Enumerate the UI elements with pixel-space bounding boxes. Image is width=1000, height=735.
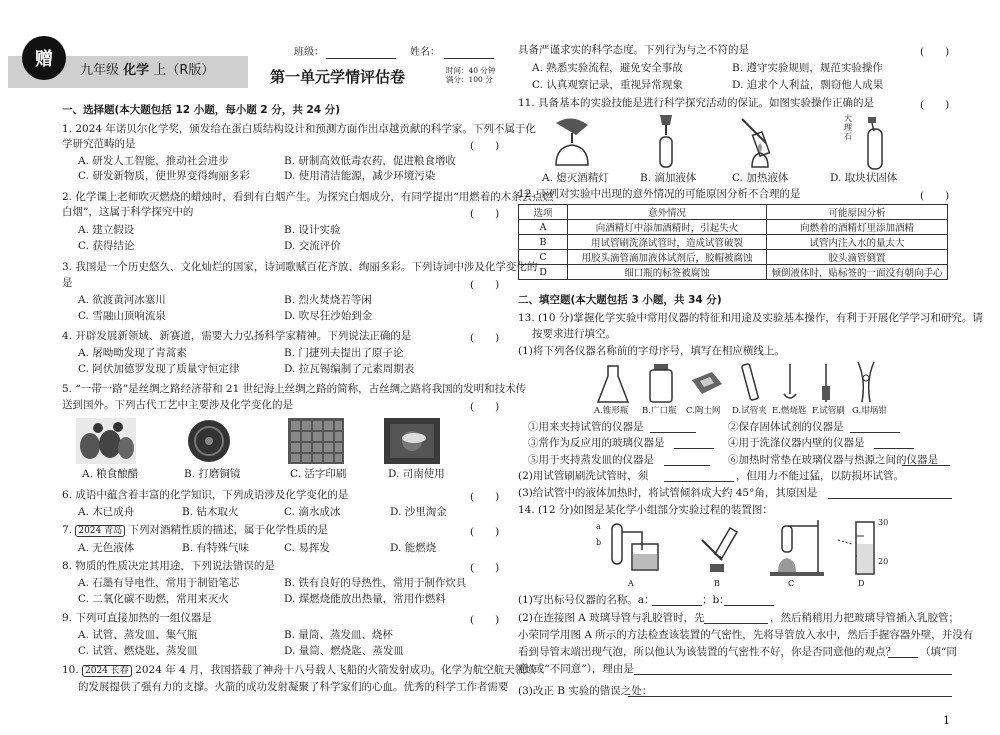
q7-option-c[interactable]: C. 易挥发 — [284, 542, 330, 554]
figure-vinegar-brewing — [76, 418, 136, 464]
q7-option-a[interactable]: A. 无色液体 — [78, 542, 135, 554]
answer-paren[interactable]: ( ) — [470, 562, 500, 574]
table-cell: 向酒精灯中添加酒精时，引起失火 — [568, 220, 767, 235]
q3-option-c[interactable]: C. 雪融山顶响流泉 — [78, 310, 166, 322]
figure-label: B — [714, 579, 720, 588]
exam-score: 满分：100 分 — [446, 75, 493, 84]
instrument-conical-flask — [596, 364, 630, 404]
answer-paren[interactable]: ( ) — [470, 491, 500, 503]
table-cell: C — [519, 250, 568, 265]
q1-stem-2: 学研究范畴的是 — [62, 138, 136, 150]
q8-option-b[interactable]: B. 铁有良好的导热性，常用于制作炊具 — [284, 577, 467, 589]
figure-a-airtightness — [602, 520, 664, 576]
q2-stem: 2. 化学课上老师吹灭燃烧的蜡烛时，看到有白烟产生。为探究白烟成分，有同学提出“用燃着的木条去点燃 — [62, 191, 554, 203]
page-number: 1 — [943, 714, 950, 727]
label-a: a — [596, 522, 601, 531]
table-header-cell: 意外情况 — [568, 205, 767, 220]
q2-option-c[interactable]: C. 获得结论 — [78, 240, 135, 252]
answer-paren[interactable]: ( ) — [920, 99, 950, 111]
q10-option-b[interactable]: B. 遵守实验规则，规范实验操作 — [732, 62, 883, 74]
label-marble: 大理石 — [844, 114, 852, 141]
figure-heat-liquid — [732, 113, 782, 169]
q14-part2-f: 意”或“不同意”），理由是 — [518, 663, 634, 675]
q14-part1: (1)写出标号仪器的名称。a： — [518, 594, 655, 606]
q3-option-a[interactable]: A. 欲渡黄河冰塞川 — [78, 294, 166, 306]
q1-option-a[interactable]: A. 研发人工智能，推动社会进步 — [78, 155, 229, 167]
q1-option-d[interactable]: D. 使用清洁能源，减少环境污染 — [284, 170, 436, 182]
figure-solid-block — [858, 113, 894, 171]
answer-blank[interactable] — [628, 696, 952, 697]
answer-paren[interactable]: ( ) — [470, 279, 500, 291]
q9-option-c[interactable]: C. 试管、燃烧匙、蒸发皿 — [78, 645, 198, 657]
figure-label: A — [628, 579, 634, 588]
answer-blank[interactable] — [674, 448, 714, 449]
q13-item5: ⑤用于夹持蒸发皿的仪器是 — [528, 454, 654, 466]
table-row[interactable] — [519, 220, 948, 235]
q13-part1: (1)将下列各仪器名称前的字母序号，填写在相应横线上。 — [518, 345, 785, 357]
answer-blank[interactable] — [664, 481, 734, 482]
instrument-crucible-tongs — [852, 360, 880, 404]
table-header-row — [519, 205, 948, 220]
q4-option-d[interactable]: D. 拉瓦锡编制了元素周期表 — [284, 363, 415, 375]
q5-option-c[interactable]: C. 活字印刷 — [290, 468, 347, 480]
q5-stem: 5. “一带一路”是丝绸之路经济带和 21 世纪海上丝绸之路的简称，古丝绸之路将我国的发明和技术传 — [62, 383, 527, 395]
q3-option-b[interactable]: B. 烈火焚烧若等闲 — [284, 294, 372, 306]
q14-part2-b: ，然后稍稍用力把玻璃导管插入乳胶管； — [770, 612, 959, 624]
q11-option-b[interactable]: B. 滴加液体 — [640, 172, 697, 184]
table-cell: A — [519, 220, 568, 235]
q13-part2: (2)用试管刷刷洗试管时，须 — [518, 470, 649, 482]
header-series: 九年级 化学 上（R版） — [80, 63, 215, 78]
q10-stem-2: 的发展提供了强有力的支撑。火箭的成功发射凝聚了科学家们的心血。优秀的科学工作者需要 — [78, 681, 509, 693]
instrument-label: E.燃烧匙 — [772, 406, 807, 416]
figure-extinguish-lamp — [542, 115, 600, 167]
q9-option-d[interactable]: D. 量筒、燃烧匙、蒸发皿 — [284, 645, 404, 657]
q9-option-a[interactable]: A. 试管、蒸发皿、集气瓶 — [78, 629, 198, 641]
q13-item1: ①用来夹持试管的仪器是 — [528, 421, 644, 433]
table-header-cell: 可能原因分析 — [767, 205, 948, 220]
header — [8, 42, 498, 92]
table-cell: 用胶头滴管滴加液体试剂后，胶帽被腐蚀 — [568, 250, 767, 265]
q8-option-d[interactable]: D. 煤燃烧能放出热量，常用作燃料 — [284, 593, 446, 605]
table-cell: 试管内注入水的量太大 — [767, 235, 948, 250]
q13-item3: ③常作为反应用的玻璃仪器是 — [528, 437, 665, 449]
exam-time: 时间：40 分钟 — [446, 66, 496, 75]
figure-label: C — [788, 579, 795, 588]
answer-paren[interactable]: ( ) — [470, 614, 500, 626]
figure-c-heating-setup — [768, 516, 828, 578]
answer-blank[interactable] — [664, 465, 710, 466]
q6-option-b[interactable]: B. 钻木取火 — [182, 506, 239, 518]
figure-bronze-mirror — [186, 418, 232, 464]
answer-blank[interactable] — [704, 623, 768, 624]
table-cell: 细口瓶的标签被腐蚀 — [568, 265, 767, 280]
answer-blank[interactable] — [874, 448, 914, 449]
q5-option-a[interactable]: A. 粮食酿醋 — [82, 468, 139, 480]
answer-blank[interactable] — [634, 674, 952, 675]
q4-option-c[interactable]: C. 阿伏加德罗发现了质量守恒定律 — [78, 363, 240, 375]
q14-part2-c: 小荣同学用图 A 所示的方法检查该装置的气密性，先将导管放入水中，然后手握容器外壁，并没有 — [518, 629, 974, 641]
answer-blank[interactable] — [888, 657, 918, 658]
answer-paren[interactable]: ( ) — [470, 140, 500, 152]
q14-part2-d: 看到导管末端出现气泡，所以他认为该装置的气密性不好，你是否同意他的观点？ — [518, 646, 896, 658]
q10-option-c[interactable]: C. 认真观察记录，重视异常现象 — [532, 79, 683, 91]
answer-blank[interactable] — [828, 498, 952, 499]
table-cell: 用试管刷洗涤试管时，造成试管破裂 — [568, 235, 767, 250]
answer-blank[interactable] — [850, 432, 900, 433]
instrument-combustion-spoon — [780, 362, 800, 404]
q14-part3: (3)改正 B 实验的错误之处： — [518, 685, 653, 697]
figure-label: D — [858, 579, 865, 588]
section2-heading: 二、填空题(本大题包括 3 小题，共 34 分) — [518, 294, 722, 306]
q10-source-tag: 2024 长春 — [82, 665, 132, 677]
q14-part1-b: ；b： — [702, 594, 730, 606]
class-label: 班级： — [294, 47, 324, 58]
q11-option-a[interactable]: A. 熄灭酒精灯 — [542, 172, 609, 184]
q13-item2: ②保存固体试剂的仪器是 — [728, 421, 844, 433]
q6-stem: 6. 成语中蕴含着丰富的化学知识，下列成语涉及化学变化的是 — [62, 489, 349, 501]
q4-option-a[interactable]: A. 屠呦呦发现了青蒿素 — [78, 347, 187, 359]
instrument-test-tube-brush — [816, 362, 836, 404]
table-row[interactable] — [519, 250, 948, 265]
instrument-ceramic-mesh — [688, 368, 724, 398]
q13-stem: 13. (10 分)掌握化学实验中常用仪器的特征和用途及实验基本操作，有利于开展化学学习和研究。请 — [518, 312, 983, 324]
q13-part2-b: ，但用力不能过猛，以防损坏试管。 — [736, 470, 904, 482]
q3-option-d[interactable]: D. 吹尽狂沙始到金 — [284, 310, 373, 322]
q12-table — [518, 204, 948, 280]
figure-compass-sinan — [384, 418, 440, 464]
q7-option-d[interactable]: D. 能燃烧 — [390, 542, 437, 554]
q6-option-d[interactable]: D. 沙里淘金 — [390, 506, 447, 518]
label-b: b — [596, 538, 602, 547]
q2-option-b[interactable]: B. 设计实验 — [284, 224, 341, 236]
q7-stem: 7. 2024 青岛 下列对酒精性质的描述，属于化学性质的是 — [62, 524, 328, 536]
answer-blank[interactable] — [902, 465, 950, 466]
q3-stem-2: 是 — [62, 277, 73, 289]
answer-paren[interactable]: ( ) — [470, 526, 500, 538]
table-row[interactable] — [519, 265, 948, 280]
q14-stem: 14. (12 分)如图是某化学小组部分实验过程的装置图： — [518, 504, 773, 516]
instrument-label: F.试管刷 — [812, 406, 845, 416]
table-cell: B — [519, 235, 568, 250]
gift-logo: 赠 — [22, 36, 66, 80]
instrument-label: G.坩埚钳 — [852, 406, 887, 416]
q4-option-b[interactable]: B. 门捷列夫提出了原子论 — [284, 347, 404, 359]
answer-paren[interactable]: ( ) — [470, 401, 500, 413]
q1-stem: 1. 2024 年诺贝尔化学奖，颁发给在蛋白质结构设计和预测方面作出卓越贡献的科学家。下列不属于化 — [62, 123, 536, 135]
answer-blank[interactable] — [652, 605, 702, 606]
q10-option-d[interactable]: D. 追求个人利益，剽窃他人成果 — [732, 79, 884, 91]
tick-30: 30 — [878, 518, 889, 527]
q13-item6: ⑥加热时常垫在玻璃仪器与热源之间的仪器是 — [728, 454, 938, 466]
q5-option-d[interactable]: D. 司南使用 — [388, 468, 445, 480]
q8-option-a[interactable]: A. 石墨有导电性，常用于制铅笔芯 — [78, 577, 240, 589]
name-label: 姓名： — [410, 47, 440, 58]
q10-stem: 10. 2024 长春 2024 年 4 月，我国搭载了神舟十八号载人飞船的火箭发射成功。化学为航空航天领域 — [62, 664, 536, 676]
class-blank[interactable] — [326, 58, 396, 59]
figure-drop-liquid — [646, 113, 686, 169]
tick-20: 20 — [878, 557, 889, 566]
name-blank[interactable] — [444, 58, 494, 59]
q7-source-tag: 2024 青岛 — [75, 525, 125, 537]
q13-item4: ④用于洗涤仪器内壁的仪器是 — [728, 437, 865, 449]
table-cell: 向燃着的酒精灯里添加酒精 — [767, 220, 948, 235]
q2-option-a[interactable]: A. 建立假设 — [78, 224, 135, 236]
q9-stem: 9. 下列可直接加热的一组仪器是 — [62, 612, 212, 624]
q12-stem: 12. 下列对实验中出现的意外情况的可能原因分析不合理的是 — [518, 188, 801, 200]
table-cell: 胶头滴管倒置 — [767, 250, 948, 265]
q11-option-c[interactable]: C. 加热液体 — [732, 172, 789, 184]
q5-option-b[interactable]: B. 打磨铜镜 — [184, 468, 241, 480]
q8-option-c[interactable]: C. 二氧化碳不助燃，常用来灭火 — [78, 593, 229, 605]
table-row[interactable] — [519, 235, 948, 250]
table-cell: 倾倒液体时，贴标签的一面没有朝向手心 — [767, 265, 948, 280]
table-cell: D — [519, 265, 568, 280]
q10-stem-3: 具备严谨求实的科学态度。下列行为与之不符的是 — [518, 44, 749, 56]
q14-part2: (2)在连接图 A 玻璃导管与乳胶管时，先 — [518, 612, 705, 624]
q11-option-d[interactable]: D. 取块状固体 — [830, 172, 898, 184]
q10-option-a[interactable]: A. 熟悉实验流程，避免安全事故 — [532, 62, 683, 74]
section1-heading: 一、选择题(本大题包括 12 小题，每小题 2 分，共 24 分) — [62, 104, 341, 116]
q6-option-c[interactable]: C. 滴水成冰 — [284, 506, 341, 518]
answer-blank[interactable] — [650, 432, 696, 433]
figure-b-plug-tube — [694, 520, 744, 576]
q7-option-b[interactable]: B. 有特殊气味 — [182, 542, 249, 554]
instrument-test-tube-holder — [740, 362, 764, 404]
figure-movable-type — [288, 418, 344, 464]
instrument-label: D.试管夹 — [732, 406, 767, 416]
q11-stem: 11. 具备基本的实验技能是进行科学探究活动的保证。如图实验操作正确的是 — [518, 97, 875, 109]
answer-paren[interactable]: ( ) — [920, 190, 950, 202]
instrument-label: B.广口瓶 — [642, 406, 677, 416]
q14-part2-e: （填“同 — [920, 646, 957, 658]
q8-stem: 8. 物质的性质决定其用途，下列说法错误的是 — [62, 560, 275, 572]
q6-option-a[interactable]: A. 木已成舟 — [78, 506, 135, 518]
q13-stem-2: 按要求进行填空。 — [532, 328, 616, 340]
q9-option-b[interactable]: B. 量筒、蒸发皿、烧杯 — [284, 629, 393, 641]
instrument-label: A.锥形瓶 — [594, 406, 629, 416]
q5-stem-2: 送到国外。下列古代工艺中主要涉及化学变化的是 — [62, 399, 293, 411]
answer-paren[interactable]: ( ) — [470, 332, 500, 344]
instrument-label: C.陶土网 — [686, 406, 721, 416]
q2-stem-2: 白烟”，这属于科学探究中的 — [62, 206, 194, 218]
page-title: 第一单元学情评估卷 — [270, 68, 406, 86]
q3-stem: 3. 我国是一个历史悠久、文化灿烂的国家，诗词歌赋百花齐放、绚丽多彩。下列诗词中涉及化学变化的 — [62, 261, 538, 273]
q13-part3: (3)给试管中的液体加热时，将试管倾斜成大约 45°角，其原因是 — [518, 487, 818, 499]
q1-option-c[interactable]: C. 研发新物质，使世界变得绚丽多彩 — [78, 170, 250, 182]
q2-option-d[interactable]: D. 交流评价 — [284, 240, 341, 252]
answer-blank[interactable] — [724, 605, 774, 606]
answer-paren[interactable]: ( ) — [470, 208, 500, 220]
q4-stem: 4. 开辟发展新领域、新赛道，需要大力弘扬科学家精神。下列说法正确的是 — [62, 330, 412, 342]
answer-paren[interactable]: ( ) — [920, 46, 950, 58]
table-header-cell: 选项 — [519, 205, 568, 220]
q1-option-b[interactable]: B. 研制高效低毒农药，促进粮食增收 — [284, 155, 456, 167]
instrument-wide-jar — [648, 362, 674, 404]
